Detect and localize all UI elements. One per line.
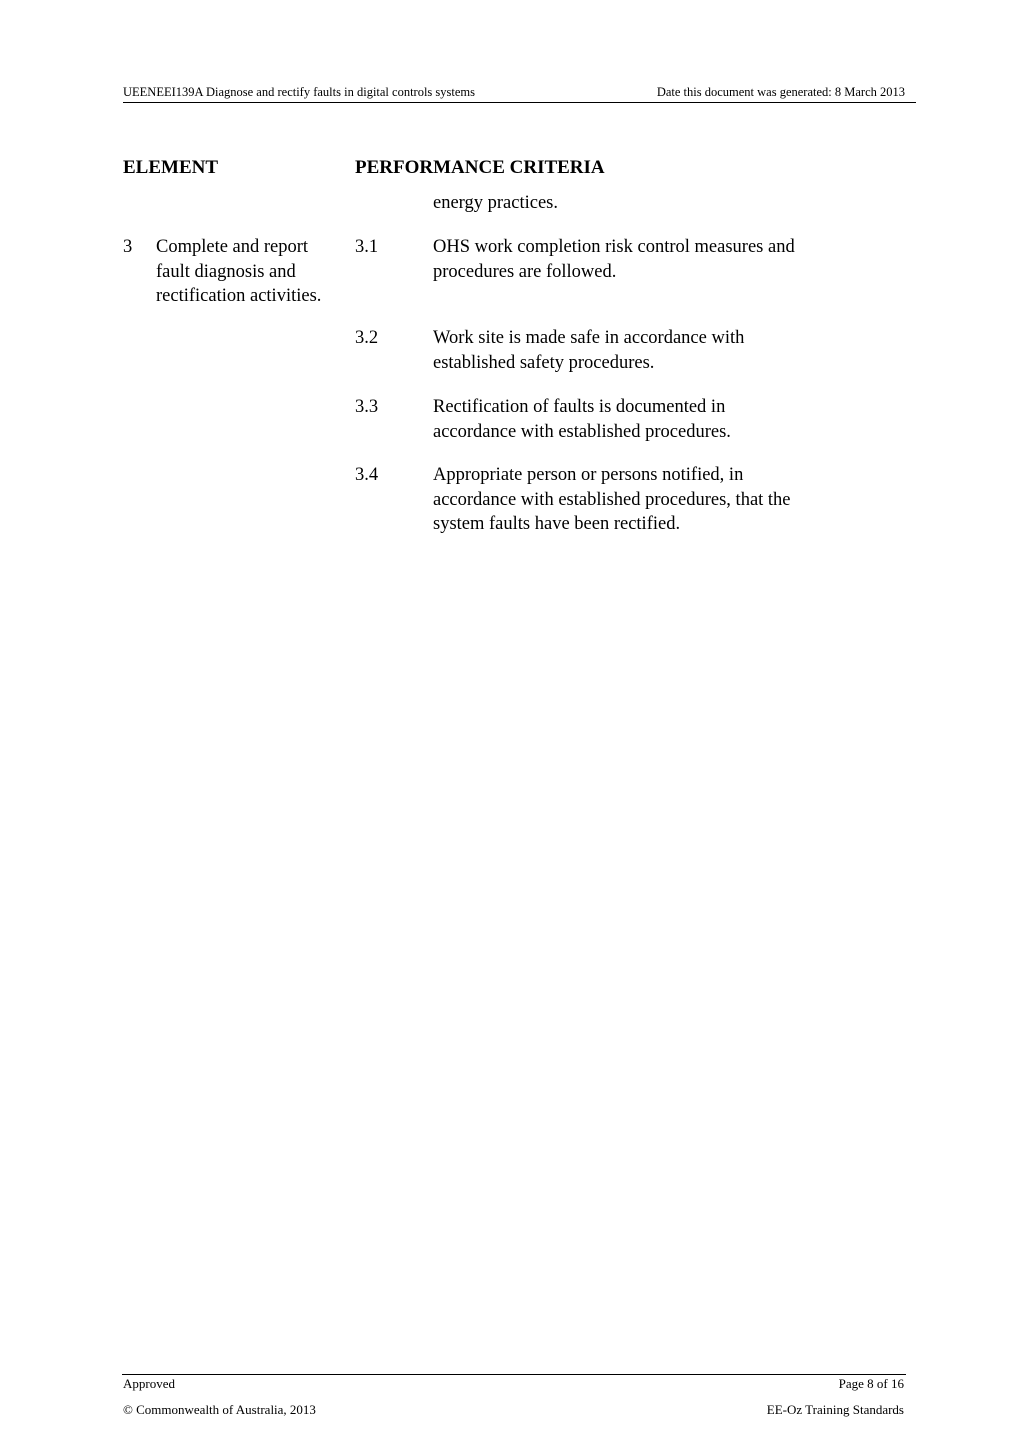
criterion-text [433, 395, 731, 444]
criterion-text [433, 235, 795, 284]
criterion-number: 3.2 [355, 328, 379, 348]
continuation-text: energy practices. [433, 193, 558, 213]
element-line: rectification activities. [156, 286, 322, 306]
criterion-number: 3.1 [355, 237, 379, 257]
criterion-line: Rectification of faults is documented in [433, 397, 726, 417]
header-date: Date this document was generated: 8 March 2013 [656, 85, 905, 99]
header-unit-title: UEENEEI139A Diagnose and rectify faults in digital controls systems [123, 85, 476, 99]
footer-approved: Approved [123, 1376, 175, 1391]
criterion-text [433, 463, 791, 537]
criterion-number: 3.4 [355, 465, 379, 485]
element-line: fault diagnosis and [156, 261, 296, 282]
criterion-line: accordance with established procedures. [433, 421, 731, 442]
criterion-number: 3.3 [355, 397, 379, 417]
criterion-line: Work site is made safe in accordance with [433, 328, 745, 348]
page-header [123, 84, 916, 103]
element-description [156, 235, 321, 309]
criterion-text [433, 326, 744, 375]
criterion-line: Appropriate person or persons notified, in [433, 465, 744, 485]
criterion-line: system faults have been rectified. [433, 514, 681, 534]
footer-page-number: Page 8 of 16 [838, 1376, 904, 1391]
criterion-line: accordance with established procedures, that the [433, 489, 791, 510]
criteria-column-heading: PERFORMANCE CRITERIA [355, 157, 605, 178]
element-number: 3 [123, 237, 133, 257]
element-column-heading: ELEMENT [123, 157, 219, 178]
footer-copyright: © Commonwealth of Australia, 2013 [123, 1402, 316, 1417]
criterion-line: OHS work completion risk control measures and [433, 237, 795, 257]
footer-divider [122, 1374, 906, 1375]
footer-organisation: EE-Oz Training Standards [766, 1402, 904, 1417]
element-line: Complete and report [156, 237, 309, 257]
criterion-line: established safety procedures. [433, 352, 655, 373]
criterion-line: procedures are followed. [433, 261, 617, 282]
